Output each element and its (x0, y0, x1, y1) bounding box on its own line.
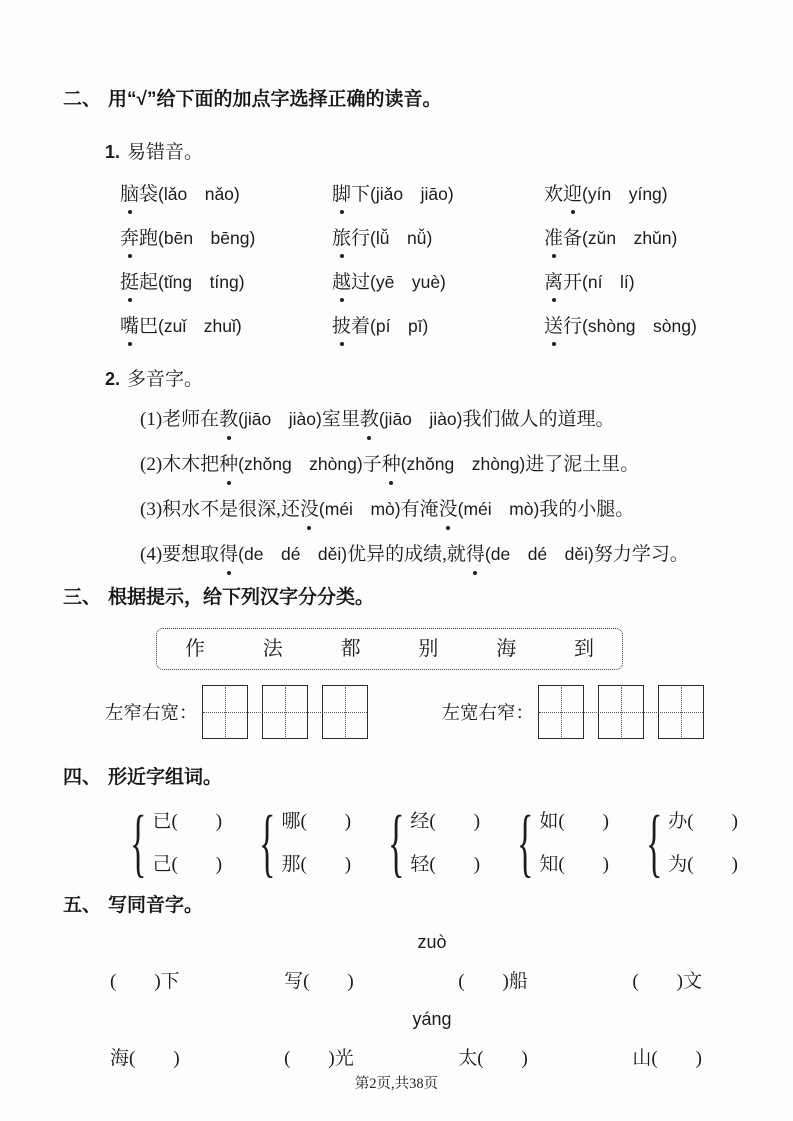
classify-character: 到 (573, 638, 594, 660)
section-2-number: 二、 (63, 89, 102, 110)
polyphone-sentence: (1)老师在教(jiāo jiào)室里教(jiāo jiào)我们做人的道理。 (140, 406, 737, 433)
section-5-heading (63, 894, 737, 918)
item-pinyin-options: (tǐng tíng) (158, 272, 245, 292)
similar-char-pair (249, 800, 351, 886)
sub-2-title: 多音字。 (127, 369, 204, 390)
pinyin-item (332, 182, 544, 207)
pinyin-item (332, 270, 544, 295)
section-3-title: 根据提示，给下列汉字分分类。 (108, 587, 375, 608)
item-word: 送行 (544, 316, 583, 337)
category-label: 左宽右窄： (441, 704, 535, 724)
pair-blank-line: 知( ) (539, 854, 609, 875)
similar-char-pair (507, 800, 609, 886)
homophone-blank: ( )下 (110, 971, 180, 992)
item-word: 嘴巴 (120, 316, 159, 337)
homophone-groups (63, 931, 737, 1072)
classify-character: 法 (262, 638, 283, 660)
homophone-blank: 太( ) (458, 1048, 528, 1069)
classify-character: 都 (340, 638, 361, 660)
item-word: 欢迎 (544, 184, 583, 205)
pinyin-item (120, 270, 332, 295)
pinyin-item (120, 226, 332, 251)
item-pinyin-options: (zuǐ zhuǐ) (158, 316, 242, 336)
homophone-blank: ( )船 (458, 971, 528, 992)
pinyin-item (332, 314, 544, 339)
item-word: 准备 (544, 228, 583, 249)
section-2-heading (63, 88, 737, 112)
brace-glyph: { (387, 801, 405, 885)
pair-blank-line: 办( ) (668, 811, 738, 832)
character-bank-box (156, 628, 623, 670)
item-pinyin-options: (shòng sòng) (582, 316, 697, 336)
section-3-heading (63, 586, 737, 610)
item-pinyin-options: (yē yuè) (370, 272, 446, 292)
brace-glyph: { (258, 801, 276, 885)
item-pinyin-options: (bēn bēng) (158, 228, 256, 248)
classify-character: 作 (185, 638, 205, 660)
item-word: 脚下 (332, 184, 371, 205)
item-pinyin-options: (lǚ nǚ) (370, 228, 433, 248)
similar-char-pair (636, 800, 738, 886)
item-pinyin-options: (jiǎo jiāo) (370, 184, 454, 204)
homophone-row (110, 1046, 702, 1072)
section-4-number: 四、 (63, 767, 102, 788)
homophone-row (110, 969, 702, 995)
pair-blank-line: 那( ) (281, 854, 352, 875)
writing-grid-box (262, 685, 308, 739)
pinyin-item (120, 182, 332, 207)
section-2-sub-2 (105, 367, 737, 392)
sub-1-title: 易错音。 (127, 142, 204, 163)
writing-grid-box (202, 685, 248, 739)
writing-grid-box (658, 685, 704, 739)
item-word: 披着 (332, 316, 371, 337)
polyphone-sentences (140, 406, 737, 568)
similar-char-pair (120, 800, 222, 886)
grid-box-group (538, 685, 704, 739)
item-pinyin-options: (pí pī) (370, 316, 429, 336)
pinyin-item (544, 270, 737, 295)
item-word: 旅行 (332, 228, 371, 249)
item-word: 离开 (544, 272, 583, 293)
section-2-title: 用“√”给下面的加点字选择正确的读音。 (108, 89, 442, 110)
writing-grid-box (598, 685, 644, 739)
category (442, 685, 705, 739)
homophone-blank: 山( ) (632, 1048, 702, 1069)
similar-char-pair (378, 800, 480, 886)
pinyin-item (120, 314, 332, 339)
writing-grid-box (538, 685, 584, 739)
pair-blank-line: 轻( ) (410, 854, 481, 875)
homophone-pinyin: zuò (417, 932, 447, 952)
category (105, 685, 368, 739)
pinyin-item (332, 226, 544, 251)
classify-character: 别 (418, 638, 439, 660)
writing-grid-box (322, 685, 368, 739)
item-word: 奔跑 (120, 228, 159, 249)
section-5-number: 五、 (63, 895, 102, 916)
section-4-heading (63, 766, 737, 790)
brace-glyph: { (130, 801, 147, 885)
sub-2-number: 2. (105, 369, 121, 389)
category-label: 左窄右宽： (105, 704, 198, 724)
homophone-blank: 海( ) (110, 1048, 180, 1069)
pair-blank-line: 如( ) (539, 811, 609, 832)
section-2-sub-1 (105, 140, 737, 165)
item-pinyin-options: (lǎo nǎo) (158, 184, 240, 204)
pair-blank-line: 经( ) (410, 811, 481, 832)
pinyin-choice-grid (120, 182, 737, 339)
section-3-number: 三、 (63, 587, 102, 608)
section-5-title: 写同音字。 (108, 895, 204, 916)
item-word: 越过 (332, 272, 371, 293)
item-word: 挺起 (120, 272, 159, 293)
pinyin-item (544, 182, 737, 207)
item-pinyin-options: (zǔn zhǔn) (582, 228, 678, 248)
grid-box-group (202, 685, 368, 739)
pair-blank-line: 己( ) (152, 854, 223, 875)
brace-glyph: { (516, 801, 534, 885)
similar-char-pairs (120, 800, 738, 886)
homophone-blank: 写( ) (284, 971, 354, 992)
pair-blank-line: 哪( ) (281, 811, 352, 832)
item-pinyin-options: (yín yíng) (582, 184, 668, 204)
sub-1-number: 1. (105, 142, 121, 162)
polyphone-sentence: (3)积水不是很深,还没(méi mò)有淹没(méi mò)我的小腿。 (140, 496, 737, 523)
pinyin-item (544, 314, 737, 339)
page-number: 第2页,共38页 (354, 1076, 439, 1092)
homophone-blank: ( )文 (632, 971, 702, 992)
item-word: 脑袋 (120, 184, 159, 205)
pair-blank-line: 为( ) (668, 854, 738, 875)
classify-character: 海 (496, 638, 517, 660)
pinyin-item (544, 226, 737, 251)
section-4-title: 形近字组词。 (108, 767, 223, 788)
polyphone-sentence: (4)要想取得(de dé děi)优异的成绩,就得(de dé děi)努力学习。 (140, 541, 737, 568)
item-pinyin-options: (ní lí) (582, 272, 635, 292)
homophone-blank: ( )光 (284, 1048, 354, 1069)
polyphone-sentence: (2)木木把种(zhǒng zhòng)子种(zhǒng zhòng)进了泥土里。 (140, 451, 737, 478)
brace-glyph: { (645, 801, 663, 885)
pair-blank-line: 已( ) (152, 811, 223, 832)
classification-row (105, 685, 737, 739)
homophone-pinyin: yáng (412, 1009, 452, 1029)
